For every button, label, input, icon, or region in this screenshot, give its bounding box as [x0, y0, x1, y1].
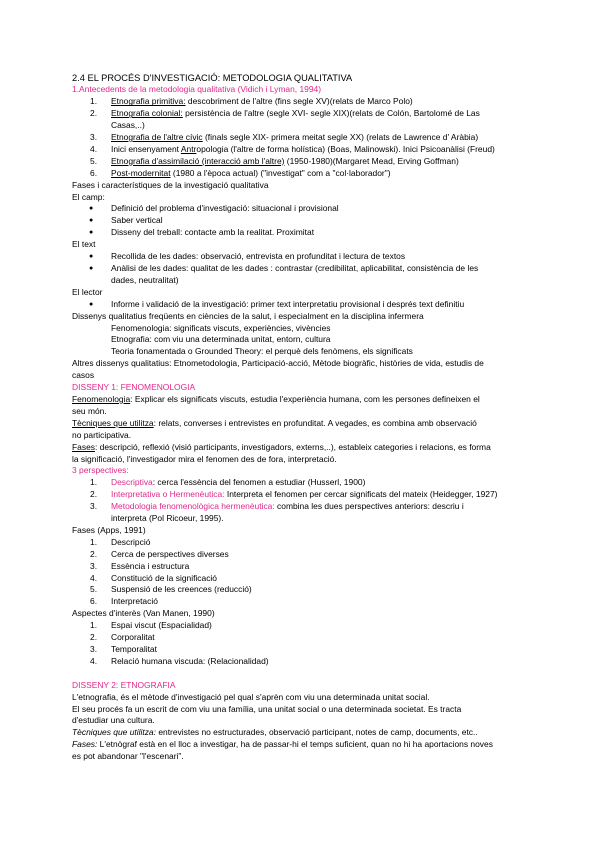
paragraph: L'etnografia, és el mètode d'investigació pel qual s'aprèn com viu una determinada unitat social.	[72, 691, 430, 702]
fases-title: Fases i característiques de la investigació qualitativa	[72, 179, 269, 190]
paragraph-cont: es pot abandonar "l'escenari".	[72, 751, 184, 762]
list-item: 5. Suspensió de les creences (reducció)	[90, 584, 252, 595]
paragraph-cont: no participativa.	[72, 429, 132, 440]
list-item: 3. Metodologia fenomenològica hermenèutica: combina les dues perspectives anteriors: descriu i	[90, 501, 464, 512]
list-item-continuation: Casas,..)	[111, 120, 145, 131]
paragraph-cont: la significació, l'investigador mira el fenomen des de fora, interpretació.	[72, 453, 337, 464]
section-heading-fenomenologia: DISSENY 1: FENOMENOLOGIA	[72, 382, 196, 393]
paragraph: Fenomenologia: Explicar els significats viscuts, estudia l'experiència humana, com les persones defineixen el	[72, 393, 480, 404]
document-page	[72, 72, 530, 763]
list-item: ● Disseny del treball: contacte amb la realitat. Proximitat	[89, 227, 315, 238]
paragraph: Tècniques que utilitza: relats, converses i entrevistes en profunditat. A vegades, es combina amb observació	[72, 417, 477, 428]
list-item: ● Anàlisi de les dades: qualitat de les dades : contrastar (credibilitat, aplicabilitat, consistència de les	[89, 263, 479, 273]
dissenys-intro: Dissenys qualitatius freqüents en ciències de la salut, i especialment en la disciplina infermera	[72, 310, 424, 321]
paragraph-cont: d'estudiar una cultura.	[72, 715, 155, 726]
list-item: 2. Corporalitat	[90, 632, 155, 643]
list-item: 6. Interpretació	[90, 596, 158, 607]
list-item: 2. Cerca de perspectives diverses	[90, 548, 229, 559]
list-item: 4. Constitució de la significació	[90, 572, 217, 583]
paragraph: El seu procés fa un escrit de com viu una família, una unitat social o una determinada societat. Es tracta	[72, 703, 462, 714]
paragraph: Fases: descripció, reflexió (visió participants, investigadors, externs,..), estableix categories i relacions, es forma	[72, 441, 491, 452]
list-item: 1. Descriptiva: cerca l'essència del fenomen a estudiar (Husserl, 1900)	[90, 477, 366, 488]
antecedents-list	[72, 96, 530, 179]
text-label: El text	[72, 239, 96, 250]
list-item: ● Saber vertical	[89, 215, 163, 226]
paragraph: Fases: L'etnògraf està en el lloc a investigar, ha de passar-hi el temps suficient, quan no hi ha aportacions noves	[72, 739, 493, 750]
list-item: 1. Etnografia primitiva: descobriment de l'altre (fins segle XV)(relats de Marco Polo)	[90, 96, 413, 107]
list-item: 1. Espai viscut (Espacialidad)	[90, 620, 212, 631]
list-item: 4. Relació humana viscuda: (Relacionalidad)	[90, 655, 269, 666]
list-item: Fenomenologia: significats viscuts, experiències, vivències	[111, 322, 331, 333]
list-item: 2. Interpretativa o Hermenèutica: Interpreta el fenomen per cercar significats del mateix (Heidegger, 1927)	[90, 489, 498, 500]
list-item: 3. Essència i estructura	[90, 560, 190, 571]
list-item: 4. Inici ensenyament Antropologia (l'altre de forma holística) (Boas, Malinowski). Inici Psicoanàlisi (Freud)	[90, 143, 495, 154]
altres-dissenys-cont: casos	[72, 370, 95, 381]
list-item: 6. Post-modernitat (1980 a l'època actual) ("investigat" com a "col·laborador")	[90, 167, 391, 178]
list-item: 5. Etnografia d'assimilació (interacció amb l'altre) (1950-1980)(Margaret Mead, Erving Goffman)	[90, 155, 459, 166]
list-item: 1. Descripció	[90, 536, 151, 547]
list-item: ● Recollida de les dades: observació, entrevista en profunditat i lectura de textos	[89, 251, 406, 262]
list-item: 3. Temporalitat	[90, 644, 157, 654]
list-item-continuation: dades, neutralitat)	[111, 274, 179, 285]
list-item: ● Definició del problema d'investigació: situacional i provisional	[89, 203, 339, 214]
paragraph-cont: seu món.	[72, 405, 107, 416]
list-item: 3. Etnografia de l'altre cívic (finals segle XIX- primera meitat segle XX) (relats de Lawrence d' Aràbia)	[90, 132, 479, 143]
list-item: Teoria fonamentada o Grounded Theory: el perquè dels fenòmens, els significats	[111, 346, 413, 357]
aspectes-label: Aspectes d'interès (Van Manen, 1990)	[72, 608, 215, 619]
paragraph: Tècniques que utilitza: entrevistes no estructurades, observació participant, notes de camp, documents, etc..	[72, 727, 478, 738]
list-item: Etnografia: com viu una determinada unitat, entorn, cultura	[111, 334, 331, 345]
list-item: ● Informe i validació de la investigació: primer text interpretatiu provisional i després text definitiu	[89, 298, 465, 309]
perspectives-label: 3 perspectives:	[72, 465, 129, 476]
camp-label: El camp:	[72, 191, 105, 202]
list-item: 2. Etnografia colonial: persistència de l'altre (segle XVI- segle XIX)(relats de Colón, Bartolomé de Las	[90, 108, 480, 119]
apps-label: Fases (Apps, 1991)	[72, 524, 146, 535]
lector-label: El lector	[72, 286, 103, 297]
section-subtitle: 1.Antecedents de la metodologia qualitativa (Vidich i Lyman, 1994)	[72, 84, 322, 95]
list-item-continuation: interpreta (Pol Ricoeur, 1995).	[111, 513, 224, 524]
spacer	[72, 668, 530, 680]
section-heading-etnografia: DISSENY 2: ETNOGRAFIA	[72, 679, 176, 690]
page-title: 2.4 EL PROCÉS D'INVESTIGACIÓ: METODOLOGIA QUALITATIVA	[72, 73, 353, 83]
altres-dissenys: Altres dissenys qualitatius: Etnometodologia, Participació-acció, Mètode biogràfic, històries de vida, estudis de	[72, 358, 484, 369]
